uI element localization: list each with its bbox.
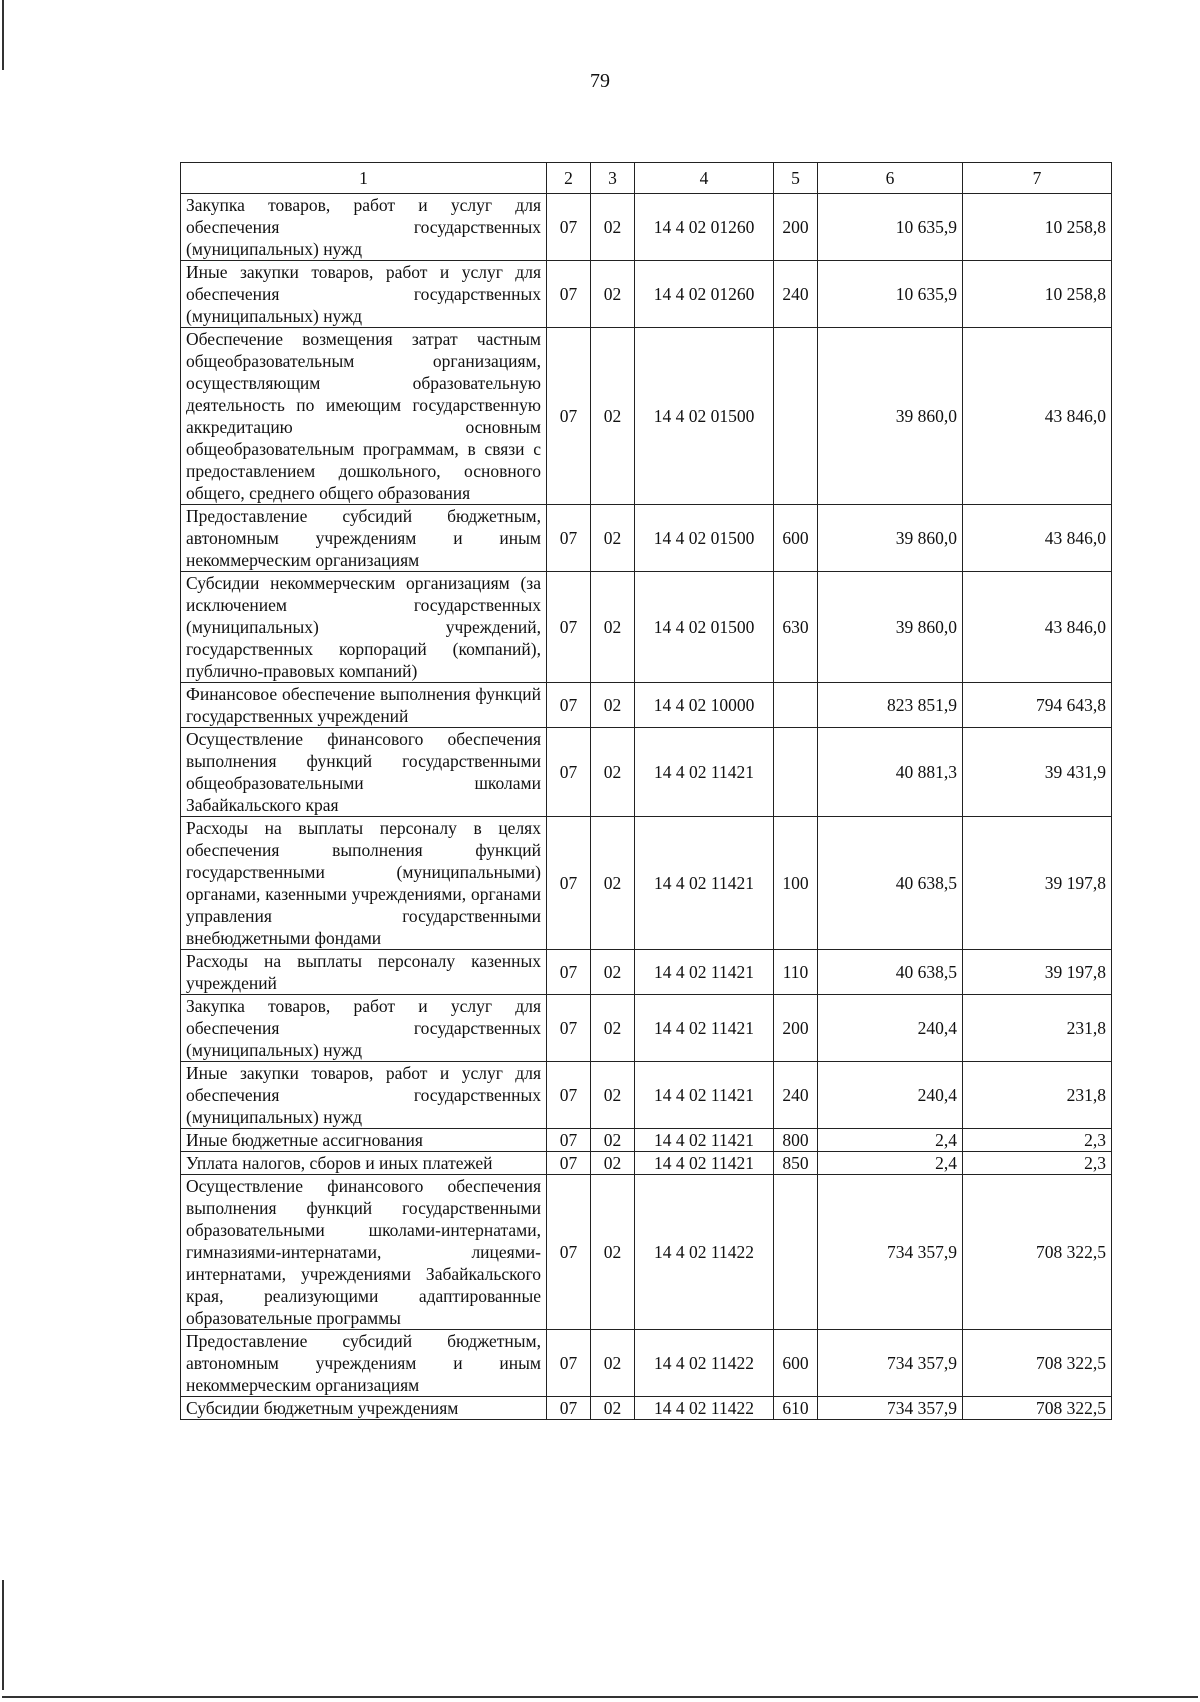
subsection-code-cell: 02: [591, 995, 635, 1062]
page-number: 79: [590, 70, 610, 92]
expense-type-cell: 200: [774, 194, 818, 261]
target-article-cell: 14 4 02 11421: [635, 995, 774, 1062]
table-row: [181, 995, 1112, 1062]
row-name-cell: Закупка товаров, работ и услуг для обеспечения государственных (муниципальных) нужд: [181, 995, 547, 1062]
subsection-code-cell: 02: [591, 194, 635, 261]
table-row: [181, 1175, 1112, 1330]
column-header: 4: [635, 163, 774, 194]
amount-col7-cell: 43 846,0: [963, 328, 1112, 505]
expense-type-cell: [774, 728, 818, 817]
table-row: [181, 728, 1112, 817]
target-article-cell: 14 4 02 11421: [635, 1129, 774, 1152]
amount-col6-cell: 10 635,9: [818, 261, 963, 328]
amount-col6-cell: 10 635,9: [818, 194, 963, 261]
row-name-cell: Уплата налогов, сборов и иных платежей: [181, 1152, 547, 1175]
amount-col7-cell: 2,3: [963, 1152, 1112, 1175]
target-article-cell: 14 4 02 11421: [635, 950, 774, 995]
expense-type-cell: [774, 1175, 818, 1330]
subsection-code-cell: 02: [591, 1330, 635, 1397]
section-code-cell: 07: [547, 1330, 591, 1397]
section-code-cell: 07: [547, 194, 591, 261]
target-article-cell: 14 4 02 11422: [635, 1397, 774, 1420]
subsection-code-cell: 02: [591, 1062, 635, 1129]
row-name-cell: Иные бюджетные ассигнования: [181, 1129, 547, 1152]
expense-type-cell: 200: [774, 995, 818, 1062]
section-code-cell: 07: [547, 1129, 591, 1152]
row-name-cell: Предоставление субсидий бюджетным, автономным учреждениям и иным некоммерческим организациям: [181, 1330, 547, 1397]
expense-type-cell: 600: [774, 505, 818, 572]
subsection-code-cell: 02: [591, 817, 635, 950]
row-name-cell: Осуществление финансового обеспечения выполнения функций государственными общеобразовательными школами Забайкальского края: [181, 728, 547, 817]
section-code-cell: 07: [547, 1175, 591, 1330]
table-row: [181, 1062, 1112, 1129]
subsection-code-cell: 02: [591, 1397, 635, 1420]
column-header: 7: [963, 163, 1112, 194]
table-row: [181, 1129, 1112, 1152]
amount-col6-cell: 734 357,9: [818, 1175, 963, 1330]
amount-col6-cell: 40 638,5: [818, 950, 963, 995]
row-name-cell: Закупка товаров, работ и услуг для обеспечения государственных (муниципальных) нужд: [181, 194, 547, 261]
expense-type-cell: 110: [774, 950, 818, 995]
column-header: 2: [547, 163, 591, 194]
scan-edge-mark: [2, 0, 4, 70]
table-row: [181, 261, 1112, 328]
section-code-cell: 07: [547, 261, 591, 328]
section-code-cell: 07: [547, 683, 591, 728]
table-row: [181, 505, 1112, 572]
subsection-code-cell: 02: [591, 572, 635, 683]
amount-col7-cell: 10 258,8: [963, 194, 1112, 261]
amount-col7-cell: 10 258,8: [963, 261, 1112, 328]
expense-type-cell: 630: [774, 572, 818, 683]
scan-edge-mark: [2, 1696, 1198, 1698]
target-article-cell: 14 4 02 11421: [635, 728, 774, 817]
budget-table: [180, 162, 1112, 1420]
row-name-cell: Осуществление финансового обеспечения выполнения функций государственными образовательными школами-интернатами, гимназиями-интернатами, лицеями-интернатами, учреждениями Забайкальского края, реализующими адаптированные образовательные программы: [181, 1175, 547, 1330]
section-code-cell: 07: [547, 328, 591, 505]
row-name-cell: Иные закупки товаров, работ и услуг для обеспечения государственных (муниципальных) нужд: [181, 1062, 547, 1129]
expense-type-cell: [774, 683, 818, 728]
target-article-cell: 14 4 02 01260: [635, 194, 774, 261]
subsection-code-cell: 02: [591, 728, 635, 817]
table-row: [181, 194, 1112, 261]
expense-type-cell: [774, 328, 818, 505]
amount-col6-cell: 40 881,3: [818, 728, 963, 817]
column-header: 3: [591, 163, 635, 194]
amount-col6-cell: 240,4: [818, 1062, 963, 1129]
table-row: [181, 1397, 1112, 1420]
target-article-cell: 14 4 02 01500: [635, 572, 774, 683]
row-name-cell: Обеспечение возмещения затрат частным общеобразовательным организациям, осуществляющим образовательную деятельность по имеющим государственную аккредитацию основным общеобразовательным программам, в связи с предоставлением дошкольного, основного общего, среднего общего образования: [181, 328, 547, 505]
amount-col7-cell: 708 322,5: [963, 1175, 1112, 1330]
expense-type-cell: 610: [774, 1397, 818, 1420]
section-code-cell: 07: [547, 1152, 591, 1175]
target-article-cell: 14 4 02 01500: [635, 505, 774, 572]
target-article-cell: 14 4 02 01500: [635, 328, 774, 505]
section-code-cell: 07: [547, 995, 591, 1062]
subsection-code-cell: 02: [591, 328, 635, 505]
subsection-code-cell: 02: [591, 505, 635, 572]
amount-col7-cell: 39 431,9: [963, 728, 1112, 817]
amount-col6-cell: 823 851,9: [818, 683, 963, 728]
amount-col6-cell: 734 357,9: [818, 1330, 963, 1397]
row-name-cell: Расходы на выплаты персоналу казенных учреждений: [181, 950, 547, 995]
table-body: [181, 194, 1112, 1420]
expense-type-cell: 240: [774, 1062, 818, 1129]
amount-col7-cell: 2,3: [963, 1129, 1112, 1152]
table-row: [181, 328, 1112, 505]
section-code-cell: 07: [547, 817, 591, 950]
column-header: 1: [181, 163, 547, 194]
section-code-cell: 07: [547, 1397, 591, 1420]
column-header: 5: [774, 163, 818, 194]
target-article-cell: 14 4 02 11421: [635, 817, 774, 950]
amount-col7-cell: 708 322,5: [963, 1397, 1112, 1420]
column-header: 6: [818, 163, 963, 194]
table-row: [181, 572, 1112, 683]
subsection-code-cell: 02: [591, 683, 635, 728]
table-header-row: [181, 163, 1112, 194]
target-article-cell: 14 4 02 10000: [635, 683, 774, 728]
table-row: [181, 950, 1112, 995]
amount-col7-cell: 794 643,8: [963, 683, 1112, 728]
amount-col7-cell: 39 197,8: [963, 950, 1112, 995]
row-name-cell: Расходы на выплаты персоналу в целях обеспечения выполнения функций государственными (муниципальными) органами, казенными учреждениями, органами управления государственными внебюджетными фондами: [181, 817, 547, 950]
section-code-cell: 07: [547, 728, 591, 817]
amount-col6-cell: 734 357,9: [818, 1397, 963, 1420]
table-row: [181, 683, 1112, 728]
amount-col6-cell: 2,4: [818, 1129, 963, 1152]
target-article-cell: 14 4 02 01260: [635, 261, 774, 328]
row-name-cell: Субсидии некоммерческим организациям (за исключением государственных (муниципальных) учреждений, государственных корпораций (компаний), публично-правовых компаний): [181, 572, 547, 683]
target-article-cell: 14 4 02 11421: [635, 1062, 774, 1129]
amount-col7-cell: 39 197,8: [963, 817, 1112, 950]
expense-type-cell: 600: [774, 1330, 818, 1397]
subsection-code-cell: 02: [591, 950, 635, 995]
row-name-cell: Иные закупки товаров, работ и услуг для обеспечения государственных (муниципальных) нужд: [181, 261, 547, 328]
section-code-cell: 07: [547, 572, 591, 683]
expense-type-cell: 100: [774, 817, 818, 950]
amount-col6-cell: 2,4: [818, 1152, 963, 1175]
target-article-cell: 14 4 02 11421: [635, 1152, 774, 1175]
subsection-code-cell: 02: [591, 1129, 635, 1152]
subsection-code-cell: 02: [591, 261, 635, 328]
expense-type-cell: 800: [774, 1129, 818, 1152]
amount-col6-cell: 40 638,5: [818, 817, 963, 950]
amount-col6-cell: 39 860,0: [818, 572, 963, 683]
row-name-cell: Субсидии бюджетным учреждениям: [181, 1397, 547, 1420]
amount-col7-cell: 43 846,0: [963, 505, 1112, 572]
row-name-cell: Финансовое обеспечение выполнения функций государственных учреждений: [181, 683, 547, 728]
subsection-code-cell: 02: [591, 1152, 635, 1175]
scan-edge-mark: [2, 1580, 4, 1690]
target-article-cell: 14 4 02 11422: [635, 1175, 774, 1330]
amount-col6-cell: 39 860,0: [818, 505, 963, 572]
table-row: [181, 1330, 1112, 1397]
amount-col6-cell: 240,4: [818, 995, 963, 1062]
section-code-cell: 07: [547, 505, 591, 572]
expense-type-cell: 850: [774, 1152, 818, 1175]
amount-col7-cell: 231,8: [963, 995, 1112, 1062]
table-row: [181, 817, 1112, 950]
section-code-cell: 07: [547, 950, 591, 995]
row-name-cell: Предоставление субсидий бюджетным, автономным учреждениям и иным некоммерческим организациям: [181, 505, 547, 572]
target-article-cell: 14 4 02 11422: [635, 1330, 774, 1397]
subsection-code-cell: 02: [591, 1175, 635, 1330]
amount-col6-cell: 39 860,0: [818, 328, 963, 505]
section-code-cell: 07: [547, 1062, 591, 1129]
amount-col7-cell: 43 846,0: [963, 572, 1112, 683]
expense-type-cell: 240: [774, 261, 818, 328]
table-row: [181, 1152, 1112, 1175]
amount-col7-cell: 231,8: [963, 1062, 1112, 1129]
amount-col7-cell: 708 322,5: [963, 1330, 1112, 1397]
